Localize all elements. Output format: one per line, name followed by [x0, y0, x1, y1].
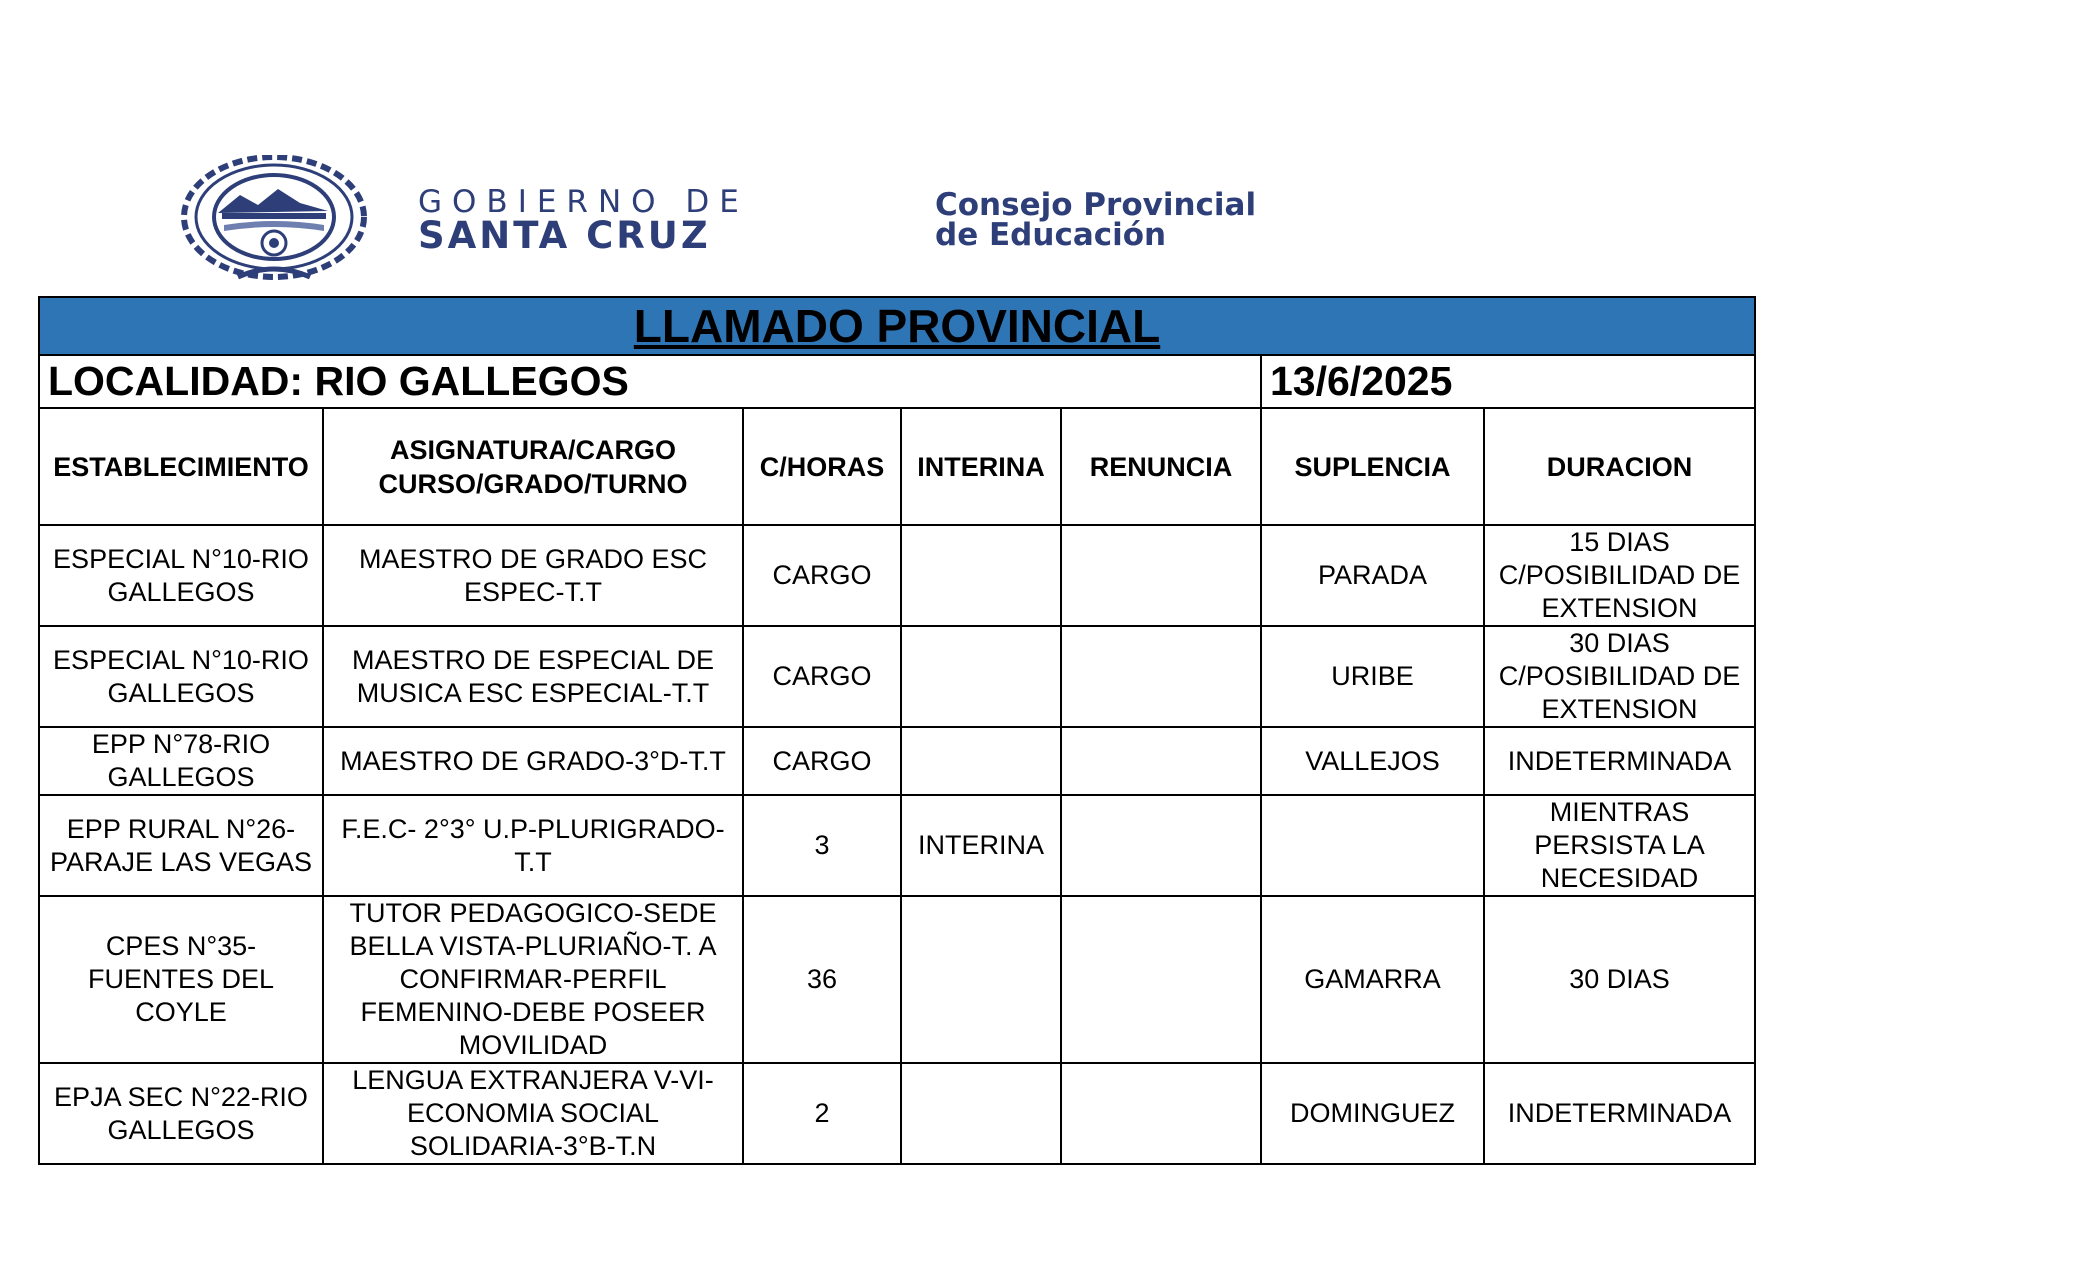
column-header: INTERINA	[901, 408, 1061, 525]
council-wordmark	[935, 187, 1257, 253]
establishment-cell: EPP N°78-RIO GALLEGOS	[39, 727, 323, 795]
government-wordmark-line2: SANTA CRUZ	[418, 214, 711, 257]
hours-cell: 2	[743, 1063, 901, 1164]
column-header: SUPLENCIA	[1261, 408, 1484, 525]
substitute-cell	[1261, 795, 1484, 896]
subject-cell: MAESTRO DE ESPECIAL DE MUSICA ESC ESPECIAL-T.T	[323, 626, 743, 727]
column-header	[323, 408, 743, 525]
column-header-text: ASIGNATURA/CARGO CURSO/GRADO/TURNO	[378, 434, 688, 499]
substitute-cell: DOMINGUEZ	[1261, 1063, 1484, 1164]
substitute-cell: URIBE	[1261, 626, 1484, 727]
hours-cell: CARGO	[743, 525, 901, 626]
resignation-cell	[1061, 795, 1261, 896]
substitute-cell: PARADA	[1261, 525, 1484, 626]
interim-cell	[901, 727, 1061, 795]
establishment-cell: ESPECIAL N°10-RIO GALLEGOS	[39, 525, 323, 626]
santa-cruz-seal-logo	[178, 155, 370, 285]
hours-cell: 3	[743, 795, 901, 896]
column-header: DURACION	[1484, 408, 1755, 525]
subject-cell: MAESTRO DE GRADO ESC ESPEC-T.T	[323, 525, 743, 626]
resignation-cell	[1061, 727, 1261, 795]
table-row	[39, 896, 1755, 1063]
hours-cell: CARGO	[743, 626, 901, 727]
duration-cell: INDETERMINADA	[1484, 1063, 1755, 1164]
duration-cell: 30 DIAS	[1484, 896, 1755, 1063]
table-row	[39, 626, 1755, 727]
table-row	[39, 727, 1755, 795]
subject-cell: MAESTRO DE GRADO-3°D-T.T	[323, 727, 743, 795]
column-header: RENUNCIA	[1061, 408, 1261, 525]
document-title: LLAMADO PROVINCIAL	[633, 300, 1161, 352]
vacancy-table	[38, 296, 1756, 1165]
resignation-cell	[1061, 525, 1261, 626]
subject-cell: F.E.C- 2°3° U.P-PLURIGRADO-T.T	[323, 795, 743, 896]
document-header	[0, 0, 2100, 290]
resignation-cell	[1061, 896, 1261, 1063]
government-wordmark-line1: GOBIERNO DE	[418, 184, 749, 220]
hours-cell: CARGO	[743, 727, 901, 795]
table-row	[39, 1063, 1755, 1164]
locality-cell: LOCALIDAD: RIO GALLEGOS	[39, 355, 1261, 408]
establishment-cell: EPJA SEC N°22-RIO GALLEGOS	[39, 1063, 323, 1164]
locality-row	[39, 355, 1755, 408]
council-wordmark-line2: de Educación	[935, 217, 1167, 253]
hours-cell: 36	[743, 896, 901, 1063]
substitute-cell: VALLEJOS	[1261, 727, 1484, 795]
duration-cell: MIENTRAS PERSISTA LA NECESIDAD	[1484, 795, 1755, 896]
establishment-cell: ESPECIAL N°10-RIO GALLEGOS	[39, 626, 323, 727]
title-row	[39, 297, 1755, 355]
interim-cell	[901, 896, 1061, 1063]
council-wordmark-line1: Consejo Provincial	[935, 187, 1257, 223]
government-wordmark	[418, 184, 749, 257]
interim-cell: INTERINA	[901, 795, 1061, 896]
table-row	[39, 525, 1755, 626]
establishment-cell: CPES N°35-FUENTES DEL COYLE	[39, 896, 323, 1063]
interim-cell	[901, 626, 1061, 727]
resignation-cell	[1061, 626, 1261, 727]
column-header-row	[39, 408, 1755, 525]
establishment-cell: EPP RURAL N°26-PARAJE LAS VEGAS	[39, 795, 323, 896]
date-cell: 13/6/2025	[1261, 355, 1755, 408]
subject-cell: TUTOR PEDAGOGICO-SEDE BELLA VISTA-PLURIAÑO-T. A CONFIRMAR-PERFIL FEMENINO-DEBE POSEER MOVILIDAD	[323, 896, 743, 1063]
interim-cell	[901, 1063, 1061, 1164]
column-header: ESTABLECIMIENTO	[39, 408, 323, 525]
column-header: C/HORAS	[743, 408, 901, 525]
table-row	[39, 795, 1755, 896]
duration-cell: 15 DIAS C/POSIBILIDAD DE EXTENSION	[1484, 525, 1755, 626]
duration-cell: 30 DIAS C/POSIBILIDAD DE EXTENSION	[1484, 626, 1755, 727]
duration-cell: INDETERMINADA	[1484, 727, 1755, 795]
subject-cell: LENGUA EXTRANJERA V-VI-ECONOMIA SOCIAL SOLIDARIA-3°B-T.N	[323, 1063, 743, 1164]
resignation-cell	[1061, 1063, 1261, 1164]
substitute-cell: GAMARRA	[1261, 896, 1484, 1063]
interim-cell	[901, 525, 1061, 626]
